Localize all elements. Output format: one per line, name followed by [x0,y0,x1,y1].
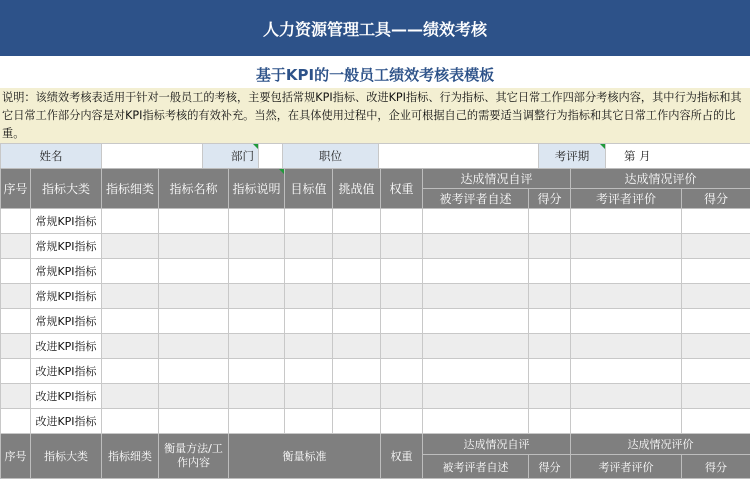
position-field[interactable] [379,144,539,169]
header-target: 目标值 [285,169,333,209]
period-label: 考评期 [539,144,606,169]
footer-header-self-desc: 被考评者自述 [423,455,529,479]
header-evaluator-score: 得分 [682,189,750,209]
category-cell: 改进KPI指标 [31,384,102,409]
position-label: 职位 [283,144,379,169]
table-row [1,259,750,284]
table-row [1,359,750,384]
header-weight: 权重 [381,169,423,209]
table-row [1,234,750,259]
kpi-grid [0,168,750,479]
category-cell: 改进KPI指标 [31,334,102,359]
info-table [0,143,750,169]
category-cell: 常规KPI指标 [31,309,102,334]
category-cell: 常规KPI指标 [31,259,102,284]
header-self-eval: 达成情况自评 [423,169,571,189]
header-self-desc: 被考评者自述 [423,189,529,209]
footer-header-weight: 权重 [381,434,423,479]
header-explain: 指标说明 [229,169,285,209]
period-field[interactable]: 第 月 [606,144,750,169]
category-cell: 改进KPI指标 [31,409,102,434]
header-detail: 指标细类 [102,169,159,209]
header-challenge: 挑战值 [333,169,381,209]
dept-field[interactable] [259,144,283,169]
table-row [1,309,750,334]
table-row [1,384,750,409]
table-row [1,409,750,434]
header-self-score: 得分 [529,189,571,209]
category-cell: 常规KPI指标 [31,234,102,259]
table-row [1,334,750,359]
header-name: 指标名称 [159,169,229,209]
description-text: 说明：该绩效考核表适用于针对一般员工的考核，主要包括常规KPI指标、改进KPI指标、行为指标、其它日常工作四部分考核内容，其中行为指标和其它日常工作部分内容是对KPI指标考核的有效补充。当然，在具体使用过程中，企业可根据自己的需要适当调整行为指标和其它日常工作内容所占的比重。 [0,88,750,143]
footer-header-seq: 序号 [1,434,31,479]
footer-header-category: 指标大类 [31,434,102,479]
name-label: 姓名 [1,144,102,169]
header-evaluator-comment: 考评者评价 [571,189,682,209]
header-category: 指标大类 [31,169,102,209]
footer-header-detail: 指标细类 [102,434,159,479]
category-cell: 常规KPI指标 [31,209,102,234]
category-cell: 改进KPI指标 [31,359,102,384]
page-title: 人力资源管理工具——绩效考核 [0,0,750,56]
footer-header-standard: 衡量标准 [229,434,381,479]
footer-header-self-score: 得分 [529,455,571,479]
name-field[interactable] [102,144,203,169]
header-seq: 序号 [1,169,31,209]
dept-label: 部门 [203,144,259,169]
footer-header-self-eval: 达成情况自评 [423,434,571,455]
header-evaluator-eval: 达成情况评价 [571,169,750,189]
form-subtitle: 基于KPI的一般员工绩效考核表模板 [255,65,495,84]
category-cell: 常规KPI指标 [31,284,102,309]
footer-header-evaluator-eval: 达成情况评价 [571,434,750,455]
footer-header-evaluator-score: 得分 [682,455,750,479]
footer-header-method: 衡量方法/工作内容 [159,434,229,479]
table-row [1,284,750,309]
table-row [1,209,750,234]
footer-header-evaluator-comment: 考评者评价 [571,455,682,479]
